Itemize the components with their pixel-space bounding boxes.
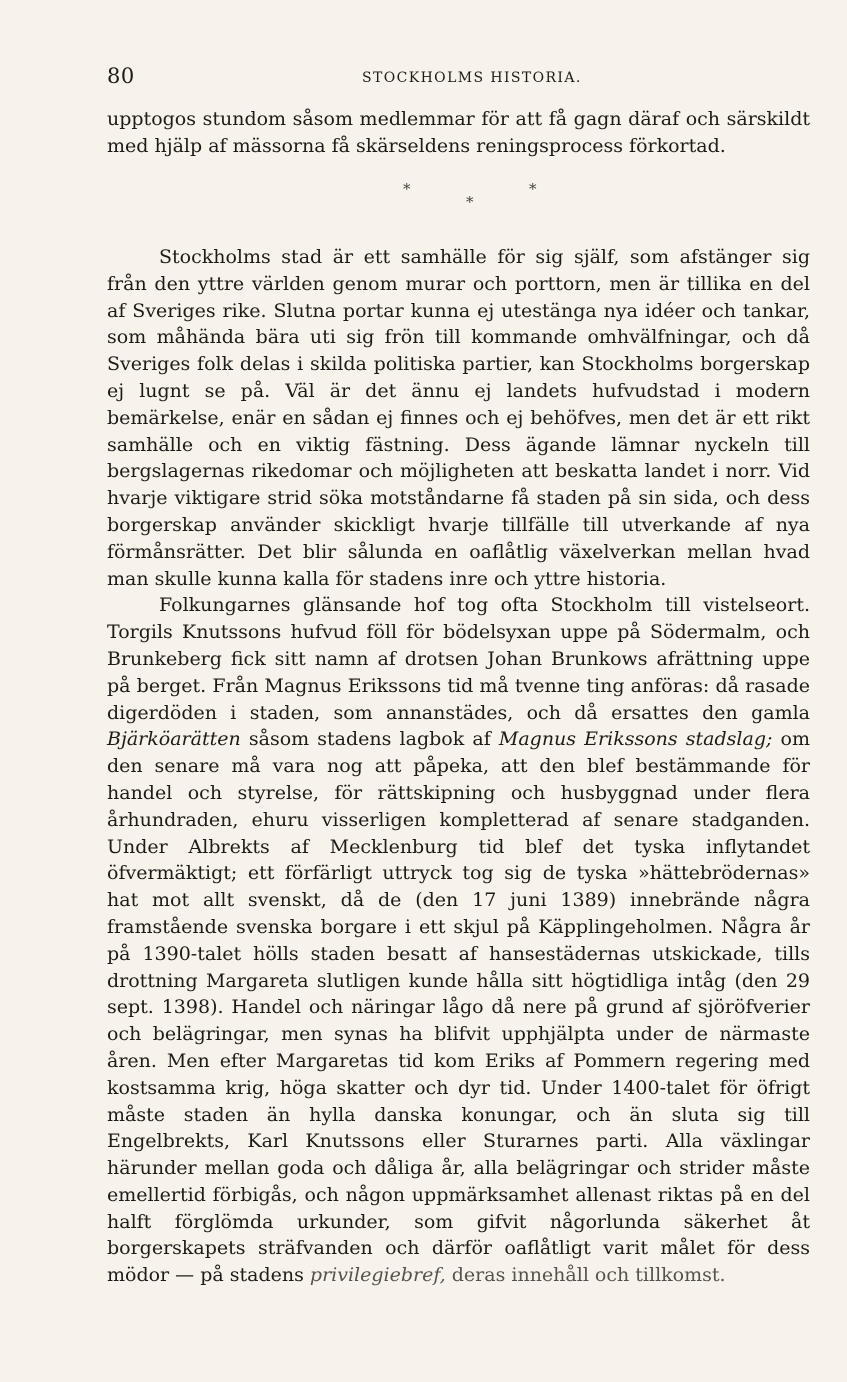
paragraph-3-text-2: såsom stadens lagbok af [240, 728, 499, 751]
asterism-star-center: * [466, 193, 474, 211]
page-number: 80 [107, 64, 135, 88]
paragraph-3 [107, 592, 810, 1289]
continuation-paragraph [107, 106, 810, 160]
asterism-star-right: * [529, 180, 537, 198]
section-break-asterism [403, 180, 563, 216]
paragraph-3-text-1: Folkungarnes glänsande hof tog ofta Stockholm till vistelseort. Torgils Knutssons hufvud föll för bödelsyxan uppe på Södermalm, och Brunkeberg fick sitt namn af drotsen Johan Brunkows afrättning uppe på berget. Från Magnus Erikssons tid må tvenne ting anföras: då rasade digerdöden i staden, som annanstädes, och då ersattes den gamla [107, 594, 810, 724]
page-header [107, 64, 803, 88]
paragraph-3-italic-stadslag: Magnus Erikssons stadslag; [498, 728, 773, 751]
paragraph-3-italic-privilegiebref: privilegiebref, [309, 1264, 446, 1287]
running-title: STOCKHOLMS HISTORIA. [362, 70, 582, 86]
paragraph-3-text-3: om den senare må vara nog att påpeka, att den blef bestämmande för handel och styrelse, för rättskipning och husbyggnad under flera århundraden, ehuru visserligen kompletterad af senare stadganden. Under Albrekts af Mecklenburg tid blef det tyska inflytandet öfvermäktigt; ett förfärligt uttryck tog sig de tyska »hättebrödernas» hat mot allt svenskt, då de (den 17 juni 1389) innebrände några framstående svenska borgare i ett skjul på Käpplingeholmen. Några år på 1390-talet hölls staden besatt af hansestädernas utskickade, tills drottning Margareta slutligen kunde hålla sitt högtidliga intåg (den 29 sept. 1398). Handel och näringar lågo då nere på grund af sjöröfverier och belägringar, men synas ha blifvit upphjälpta under de närmaste åren. Men efter Margaretas tid kom Eriks af Pommern regering med kostsamma krig, höga skatter och dyr tid. Under 1400-talet för öfrigt måste staden än hylla danska konungar, och än sluta sig till Engelbrekts, Karl Knutssons eller Sturarnes parti. Alla växlingar härunder mellan goda och dåliga år, alla belägringar och strider måste emellertid förbigås, och någon uppmärksamhet allenast riktas på en del halft förglömda urkunder, som gifvit någorlunda säkerhet åt borgerskapets sträfvanden och därför oaflåtligt varit målet för dess mödor — på stadens [107, 728, 811, 1287]
main-text [107, 244, 810, 1289]
paragraph-3-text-4: deras innehåll och tillkomst. [445, 1264, 726, 1287]
paragraph-1: upptogos stundom såsom medlemmar för att få gagn däraf och särskildt med hjälp af mässorna få skärseldens reningsprocess förkortad. [107, 108, 810, 157]
paragraph-2: Stockholms stad är ett samhälle för sig själf, som afstänger sig från den yttre världen genom murar och porttorn, men är tillika en del af Sveriges rike. Slutna portar kunna ej utestänga nya idéer och tankar, som måhända bära uti sig frön till kommande omhvälfningar, och då Sveriges folk delas i skilda politiska partier, kan Stockholms borgerskap ej lugnt se på. Väl är det ännu ej landets hufvudstad i modern bemärkelse, enär en sådan ej finnes och ej behöfves, men det är ett rikt samhälle och en viktig fästning. Dess ägande lämnar nyckeln till bergslagernas rikedomar och möjligheten att beskatta landet i norr. Vid hvarje viktigare strid söka motståndarne få staden på sin sida, och dess borgerskap använder skickligt hvarje tillfälle till utverkande af nya förmånsrätter. Det blir sålunda en oaflåtlig växelverkan mellan hvad man skulle kunna kalla för stadens inre och yttre historia. [107, 246, 810, 590]
asterism-star-left: * [403, 180, 411, 198]
paragraph-3-italic-bjarkoaratten: Bjärköarätten [107, 728, 241, 751]
